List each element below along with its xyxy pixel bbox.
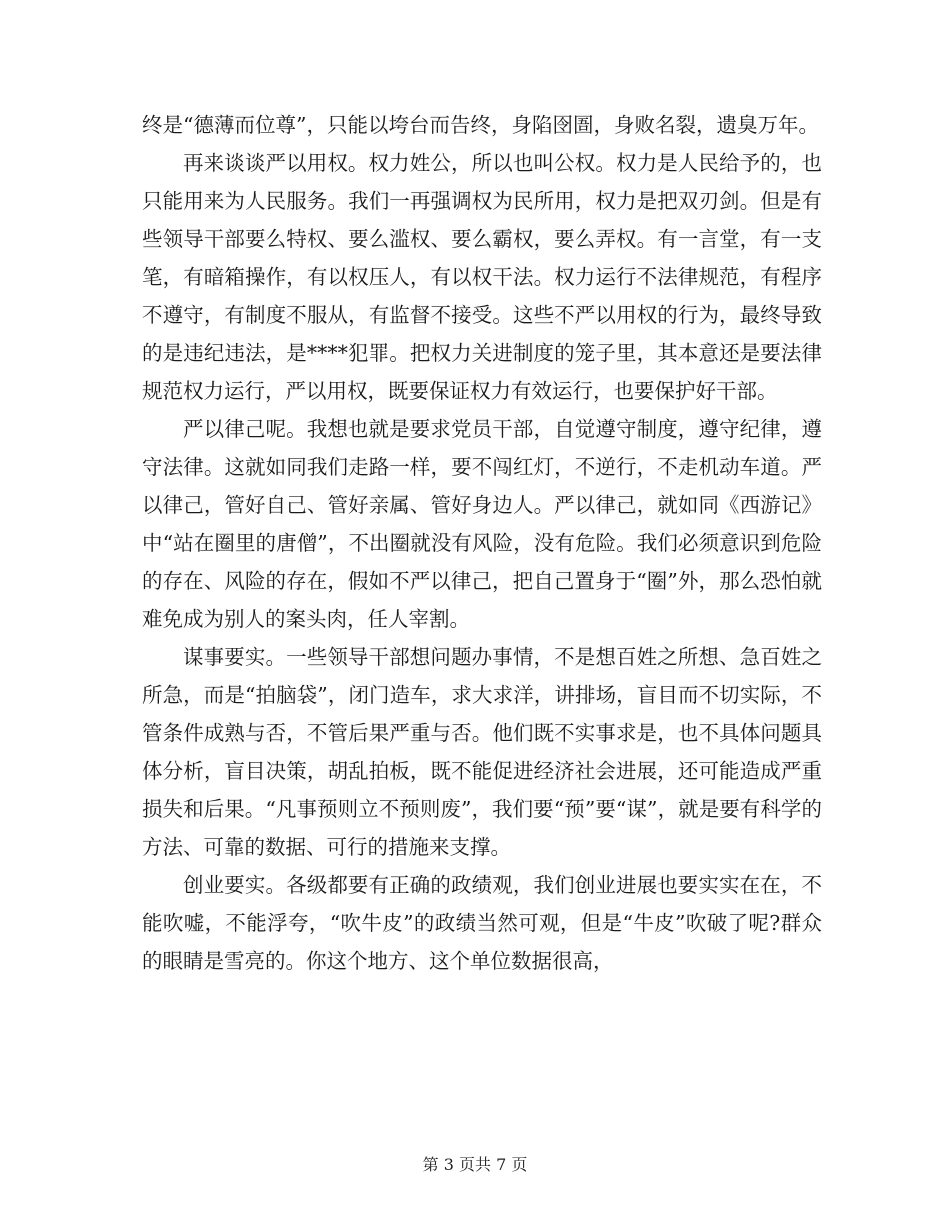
paragraph-continuation: 终是“德薄而位尊”，只能以垮台而告终，身陷囹圄，身败名裂，遗臭万年。 <box>142 113 819 137</box>
document-body <box>142 106 822 980</box>
paragraph-self-discipline: 严以律己呢。我想也就是要求党员干部，自觉遵守制度，遵守纪律，遵守法律。这就如同我们走路一样，要不闯红灯，不逆行，不走机动车道。严以律己，管好自己、管好亲属、管好身边人。严以律己，就如同《西游记》中“站在圈里的唐僧”，不出圈就没有风险，没有危险。我们必须意识到危险的存在、风险的存在，假如不严以律己，把自己置身于“圈”外，那么恐怕就难免成为别人的案头肉，任人宰割。 <box>142 417 822 631</box>
paragraph-planning: 谋事要实。一些领导干部想问题办事情，不是想百姓之所想、急百姓之所急，而是“拍脑袋”，闭门造车，求大求洋，讲排场，盲目而不切实际，不管条件成熟与否，不管后果严重与否。他们既不实事求是，也不具体问题具体分析，盲目决策，胡乱拍板，既不能促进经济社会进展，还可能造成严重损失和后果。“凡事预则立不预则废”，我们要“预”要“谋”，就是要有科学的方法、可靠的数据、可行的措施来支撑。 <box>142 645 822 859</box>
paragraph-entrepreneurship: 创业要实。各级都要有正确的政绩观，我们创业进展也要实实在在，不能吹嘘，不能浮夸，“吹牛皮”的政绩当然可观，但是“牛皮”吹破了呢?群众的眼睛是雪亮的。你这个地方、这个单位数据很高， <box>142 873 822 973</box>
paragraph-power-use: 再来谈谈严以用权。权力姓公，所以也叫公权。权力是人民给予的，也只能用来为人民服务。我们一再强调权为民所用，权力是把双刃剑。但是有些领导干部要么特权、要么滥权、要么霸权，要么弄权。有一言堂，有一支笔，有暗箱操作，有以权压人，有以权干法。权力运行不法律规范，有程序不遵守，有制度不服从，有监督不接受。这些不严以用权的行为，最终导致的是违纪违法，是****犯罪。把权力关进制度的笼子里，其本意还是要法律规范权力运行，严以用权，既要保证权力有效运行，也要保护好干部。 <box>142 151 822 403</box>
page-number-footer: 第 3 页共 7 页 <box>422 1155 528 1174</box>
